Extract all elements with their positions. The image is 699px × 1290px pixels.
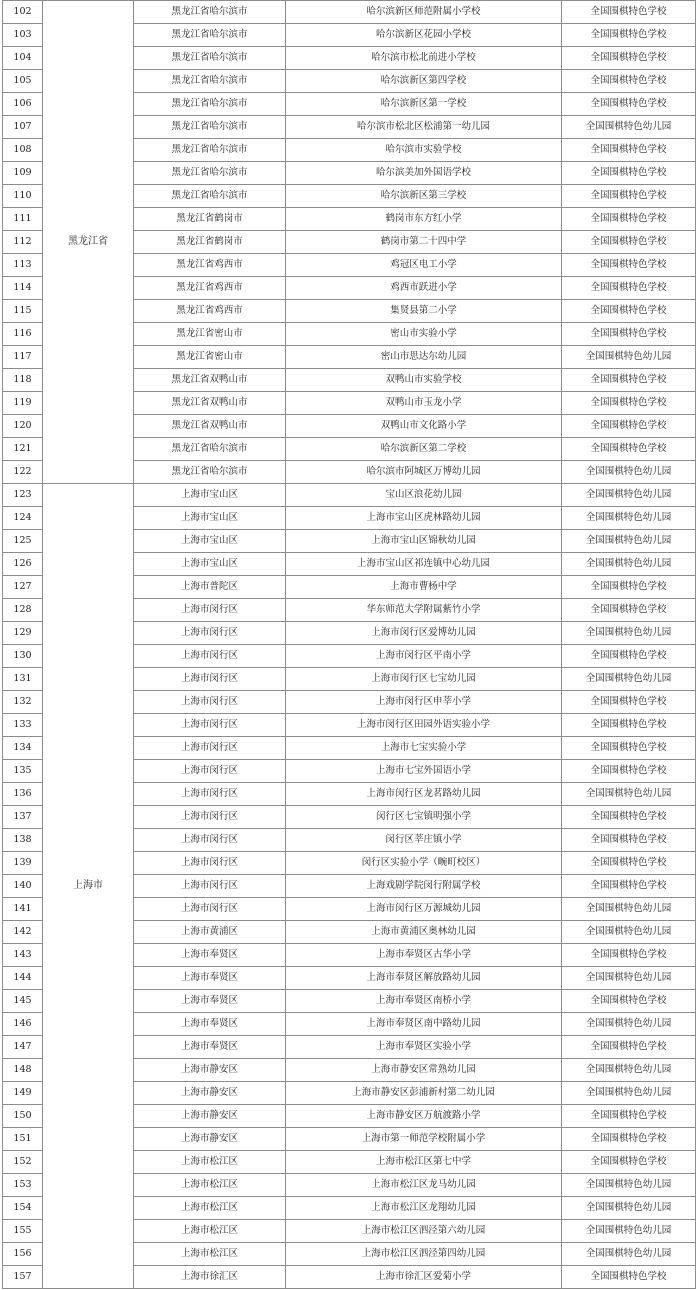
school-name-cell: 哈尔滨新区第四学校 [286,70,562,93]
school-type-cell: 全国围棋特色学校 [562,70,696,93]
city-cell: 上海市闵行区 [134,737,286,760]
row-number-cell: 131 [3,668,43,691]
city-cell: 黑龙江省鹤岗市 [134,231,286,254]
school-name-cell: 上海市奉贤区解放路幼儿园 [286,967,562,990]
school-type-cell: 全国围棋特色学校 [562,944,696,967]
school-type-cell: 全国围棋特色幼儿园 [562,783,696,806]
school-name-cell: 上海市奉贤区古华小学 [286,944,562,967]
city-cell: 上海市闵行区 [134,622,286,645]
school-type-cell: 全国围棋特色学校 [562,208,696,231]
row-number-cell: 154 [3,1197,43,1220]
school-name-cell: 上海市闵行区田园外语实验小学 [286,714,562,737]
row-number-cell: 122 [3,461,43,484]
row-number-cell: 148 [3,1059,43,1082]
city-cell: 黑龙江省双鸭山市 [134,369,286,392]
school-type-cell: 全国围棋特色学校 [562,323,696,346]
school-type-cell: 全国围棋特色学校 [562,438,696,461]
school-type-cell: 全国围棋特色学校 [562,300,696,323]
row-number-cell: 121 [3,438,43,461]
row-number-cell: 141 [3,898,43,921]
city-cell: 黑龙江省哈尔滨市 [134,1,286,24]
school-name-cell: 哈尔滨新区师范附属小学校 [286,1,562,24]
school-type-cell: 全国围棋特色学校 [562,990,696,1013]
row-number-cell: 103 [3,24,43,47]
school-name-cell: 闵行区莘庄镇小学 [286,829,562,852]
school-name-cell: 上海市松江区第七中学 [286,1151,562,1174]
city-cell: 黑龙江省哈尔滨市 [134,47,286,70]
city-cell: 上海市宝山区 [134,553,286,576]
row-number-cell: 127 [3,576,43,599]
row-number-cell: 156 [3,1243,43,1266]
school-name-cell: 双鸭山市玉龙小学 [286,392,562,415]
school-type-cell: 全国围棋特色学校 [562,231,696,254]
school-name-cell: 哈尔滨市实验学校 [286,139,562,162]
school-name-cell: 上海市宝山区祁连镇中心幼儿园 [286,553,562,576]
school-name-cell: 哈尔滨新区第一学校 [286,93,562,116]
row-number-cell: 123 [3,484,43,507]
city-cell: 上海市松江区 [134,1174,286,1197]
school-type-cell: 全国围棋特色幼儿园 [562,530,696,553]
row-number-cell: 129 [3,622,43,645]
school-name-cell: 上海市闵行区万源城幼儿园 [286,898,562,921]
city-cell: 上海市闵行区 [134,599,286,622]
city-cell: 上海市闵行区 [134,760,286,783]
school-type-cell: 全国围棋特色学校 [562,714,696,737]
school-name-cell: 上海市七宝外国语小学 [286,760,562,783]
row-number-cell: 155 [3,1220,43,1243]
school-name-cell: 上海市奉贤区南桥小学 [286,990,562,1013]
row-number-cell: 120 [3,415,43,438]
row-number-cell: 125 [3,530,43,553]
row-number-cell: 112 [3,231,43,254]
row-number-cell: 104 [3,47,43,70]
school-name-cell: 哈尔滨市松北前进小学校 [286,47,562,70]
city-cell: 上海市奉贤区 [134,944,286,967]
school-type-cell: 全国围棋特色学校 [562,93,696,116]
school-name-cell: 哈尔滨新区花园小学校 [286,24,562,47]
school-type-cell: 全国围棋特色幼儿园 [562,1082,696,1105]
row-number-cell: 106 [3,93,43,116]
city-cell: 上海市闵行区 [134,852,286,875]
school-name-cell: 上海戏剧学院闵行附属学校 [286,875,562,898]
row-number-cell: 143 [3,944,43,967]
school-name-cell: 上海市徐汇区爱菊小学 [286,1266,562,1289]
city-cell: 黑龙江省鸡西市 [134,300,286,323]
school-name-cell: 上海市七宝实验小学 [286,737,562,760]
city-cell: 黑龙江省哈尔滨市 [134,461,286,484]
school-type-cell: 全国围棋特色学校 [562,691,696,714]
school-name-cell: 上海市静安区常熟幼儿园 [286,1059,562,1082]
row-number-cell: 145 [3,990,43,1013]
row-number-cell: 144 [3,967,43,990]
row-number-cell: 102 [3,1,43,24]
city-cell: 上海市奉贤区 [134,1036,286,1059]
school-type-cell: 全国围棋特色学校 [562,162,696,185]
school-name-cell: 闵行区实验小学（畹町校区） [286,852,562,875]
city-cell: 上海市徐汇区 [134,1266,286,1289]
school-name-cell: 上海市闵行区申莘小学 [286,691,562,714]
school-name-cell: 华东师范大学附属紫竹小学 [286,599,562,622]
school-type-cell: 全国围棋特色幼儿园 [562,1243,696,1266]
row-number-cell: 153 [3,1174,43,1197]
row-number-cell: 150 [3,1105,43,1128]
table-row [3,484,696,507]
city-cell: 上海市松江区 [134,1243,286,1266]
school-name-cell: 上海市宝山区锦秋幼儿园 [286,530,562,553]
school-name-cell: 上海市松江区龙马幼儿园 [286,1174,562,1197]
row-number-cell: 133 [3,714,43,737]
row-number-cell: 146 [3,1013,43,1036]
school-type-cell: 全国围棋特色幼儿园 [562,967,696,990]
school-type-cell: 全国围棋特色幼儿园 [562,553,696,576]
school-type-cell: 全国围棋特色幼儿园 [562,484,696,507]
city-cell: 上海市静安区 [134,1105,286,1128]
row-number-cell: 152 [3,1151,43,1174]
city-cell: 上海市闵行区 [134,691,286,714]
city-cell: 上海市普陀区 [134,576,286,599]
row-number-cell: 115 [3,300,43,323]
school-type-cell: 全国围棋特色学校 [562,277,696,300]
school-name-cell: 密山市思达尔幼儿园 [286,346,562,369]
row-number-cell: 124 [3,507,43,530]
row-number-cell: 108 [3,139,43,162]
row-number-cell: 149 [3,1082,43,1105]
row-number-cell: 128 [3,599,43,622]
school-name-cell: 上海市闵行区七宝幼儿园 [286,668,562,691]
school-type-cell: 全国围棋特色学校 [562,737,696,760]
school-name-cell: 哈尔滨新区第二学校 [286,438,562,461]
city-cell: 黑龙江省鹤岗市 [134,208,286,231]
city-cell: 上海市宝山区 [134,530,286,553]
row-number-cell: 126 [3,553,43,576]
city-cell: 上海市松江区 [134,1220,286,1243]
school-type-cell: 全国围棋特色幼儿园 [562,116,696,139]
row-number-cell: 138 [3,829,43,852]
school-type-cell: 全国围棋特色学校 [562,1266,696,1289]
school-type-cell: 全国围棋特色幼儿园 [562,1197,696,1220]
school-type-cell: 全国围棋特色学校 [562,369,696,392]
city-cell: 上海市闵行区 [134,806,286,829]
row-number-cell: 119 [3,392,43,415]
row-number-cell: 136 [3,783,43,806]
city-cell: 黑龙江省鸡西市 [134,277,286,300]
city-cell: 上海市静安区 [134,1128,286,1151]
school-type-cell: 全国围棋特色学校 [562,47,696,70]
school-name-cell: 哈尔滨市松北区松浦第一幼儿园 [286,116,562,139]
school-name-cell: 密山市实验小学 [286,323,562,346]
row-number-cell: 139 [3,852,43,875]
school-name-cell: 鸡西市跃进小学 [286,277,562,300]
row-number-cell: 147 [3,1036,43,1059]
row-number-cell: 114 [3,277,43,300]
school-type-cell: 全国围棋特色幼儿园 [562,1059,696,1082]
school-name-cell: 上海市闵行区爱博幼儿园 [286,622,562,645]
school-type-cell: 全国围棋特色幼儿园 [562,346,696,369]
school-type-cell: 全国围棋特色学校 [562,829,696,852]
school-name-cell: 哈尔滨美加外国语学校 [286,162,562,185]
province-cell: 黑龙江省 [43,1,134,484]
school-name-cell: 上海市曹杨中学 [286,576,562,599]
school-type-cell: 全国围棋特色学校 [562,760,696,783]
school-type-cell: 全国围棋特色幼儿园 [562,507,696,530]
school-type-cell: 全国围棋特色学校 [562,576,696,599]
city-cell: 上海市黄浦区 [134,921,286,944]
row-number-cell: 111 [3,208,43,231]
city-cell: 黑龙江省哈尔滨市 [134,139,286,162]
city-cell: 黑龙江省密山市 [134,346,286,369]
city-cell: 上海市闵行区 [134,875,286,898]
city-cell: 上海市闵行区 [134,898,286,921]
school-name-cell: 哈尔滨新区第三学校 [286,185,562,208]
school-type-cell: 全国围棋特色学校 [562,24,696,47]
row-number-cell: 118 [3,369,43,392]
school-name-cell: 上海市奉贤区南中路幼儿园 [286,1013,562,1036]
school-type-cell: 全国围棋特色学校 [562,806,696,829]
school-type-cell: 全国围棋特色学校 [562,415,696,438]
row-number-cell: 137 [3,806,43,829]
city-cell: 上海市奉贤区 [134,990,286,1013]
row-number-cell: 107 [3,116,43,139]
school-name-cell: 上海市松江区龙翔幼儿园 [286,1197,562,1220]
school-type-cell: 全国围棋特色幼儿园 [562,1220,696,1243]
city-cell: 上海市奉贤区 [134,967,286,990]
school-name-cell: 上海市第一师范学校附属小学 [286,1128,562,1151]
school-type-cell: 全国围棋特色学校 [562,645,696,668]
row-number-cell: 117 [3,346,43,369]
school-type-cell: 全国围棋特色幼儿园 [562,668,696,691]
city-cell: 黑龙江省哈尔滨市 [134,24,286,47]
city-cell: 上海市闵行区 [134,645,286,668]
city-cell: 上海市宝山区 [134,484,286,507]
school-name-cell: 鸡冠区电工小学 [286,254,562,277]
school-name-cell: 双鸭山市实验学校 [286,369,562,392]
row-number-cell: 116 [3,323,43,346]
city-cell: 黑龙江省双鸭山市 [134,415,286,438]
school-type-cell: 全国围棋特色学校 [562,599,696,622]
school-type-cell: 全国围棋特色学校 [562,139,696,162]
row-number-cell: 130 [3,645,43,668]
row-number-cell: 105 [3,70,43,93]
school-type-cell: 全国围棋特色学校 [562,1036,696,1059]
school-type-cell: 全国围棋特色幼儿园 [562,898,696,921]
school-name-cell: 双鸭山市文化路小学 [286,415,562,438]
province-cell: 上海市 [43,484,134,1289]
row-number-cell: 142 [3,921,43,944]
school-type-cell: 全国围棋特色学校 [562,1105,696,1128]
school-name-cell: 集贤县第二小学 [286,300,562,323]
row-number-cell: 109 [3,162,43,185]
row-number-cell: 135 [3,760,43,783]
city-cell: 黑龙江省哈尔滨市 [134,185,286,208]
school-name-cell: 上海市闵行区平南小学 [286,645,562,668]
city-cell: 上海市松江区 [134,1197,286,1220]
school-type-cell: 全国围棋特色学校 [562,185,696,208]
school-name-cell: 鹤岗市东方红小学 [286,208,562,231]
table-row [3,1,696,24]
table-body [3,1,696,1289]
school-name-cell: 宝山区浪花幼儿园 [286,484,562,507]
school-type-cell: 全国围棋特色学校 [562,852,696,875]
school-type-cell: 全国围棋特色幼儿园 [562,1174,696,1197]
row-number-cell: 113 [3,254,43,277]
school-name-cell: 上海市静安区彭浦新村第二幼儿园 [286,1082,562,1105]
city-cell: 黑龙江省鸡西市 [134,254,286,277]
school-name-cell: 上海市松江区泗泾第六幼儿园 [286,1220,562,1243]
school-type-cell: 全国围棋特色学校 [562,1151,696,1174]
school-type-cell: 全国围棋特色学校 [562,392,696,415]
school-list-table [2,0,696,1289]
school-name-cell: 闵行区七宝镇明强小学 [286,806,562,829]
row-number-cell: 151 [3,1128,43,1151]
city-cell: 黑龙江省哈尔滨市 [134,93,286,116]
row-number-cell: 157 [3,1266,43,1289]
city-cell: 上海市闵行区 [134,668,286,691]
school-type-cell: 全国围棋特色幼儿园 [562,921,696,944]
city-cell: 黑龙江省哈尔滨市 [134,70,286,93]
school-name-cell: 上海市静安区万航渡路小学 [286,1105,562,1128]
row-number-cell: 140 [3,875,43,898]
school-type-cell: 全国围棋特色学校 [562,875,696,898]
school-type-cell: 全国围棋特色学校 [562,1128,696,1151]
school-name-cell: 上海市奉贤区实验小学 [286,1036,562,1059]
city-cell: 上海市闵行区 [134,829,286,852]
city-cell: 黑龙江省哈尔滨市 [134,116,286,139]
city-cell: 黑龙江省密山市 [134,323,286,346]
school-name-cell: 上海市松江区泗泾第四幼儿园 [286,1243,562,1266]
school-name-cell: 上海市闵行区龙茗路幼儿园 [286,783,562,806]
row-number-cell: 134 [3,737,43,760]
school-type-cell: 全国围棋特色幼儿园 [562,622,696,645]
city-cell: 黑龙江省哈尔滨市 [134,438,286,461]
city-cell: 上海市闵行区 [134,714,286,737]
city-cell: 上海市闵行区 [134,783,286,806]
city-cell: 上海市宝山区 [134,507,286,530]
school-name-cell: 上海市宝山区虎林路幼儿园 [286,507,562,530]
city-cell: 上海市奉贤区 [134,1013,286,1036]
city-cell: 黑龙江省哈尔滨市 [134,162,286,185]
row-number-cell: 110 [3,185,43,208]
school-type-cell: 全国围棋特色幼儿园 [562,1013,696,1036]
school-name-cell: 哈尔滨市阿城区万博幼儿园 [286,461,562,484]
school-type-cell: 全国围棋特色学校 [562,254,696,277]
city-cell: 上海市静安区 [134,1059,286,1082]
row-number-cell: 132 [3,691,43,714]
city-cell: 上海市静安区 [134,1082,286,1105]
school-name-cell: 鹤岗市第二十四中学 [286,231,562,254]
school-type-cell: 全国围棋特色学校 [562,1,696,24]
city-cell: 黑龙江省双鸭山市 [134,392,286,415]
city-cell: 上海市松江区 [134,1151,286,1174]
school-type-cell: 全国围棋特色幼儿园 [562,461,696,484]
school-name-cell: 上海市黄浦区奥林幼儿园 [286,921,562,944]
